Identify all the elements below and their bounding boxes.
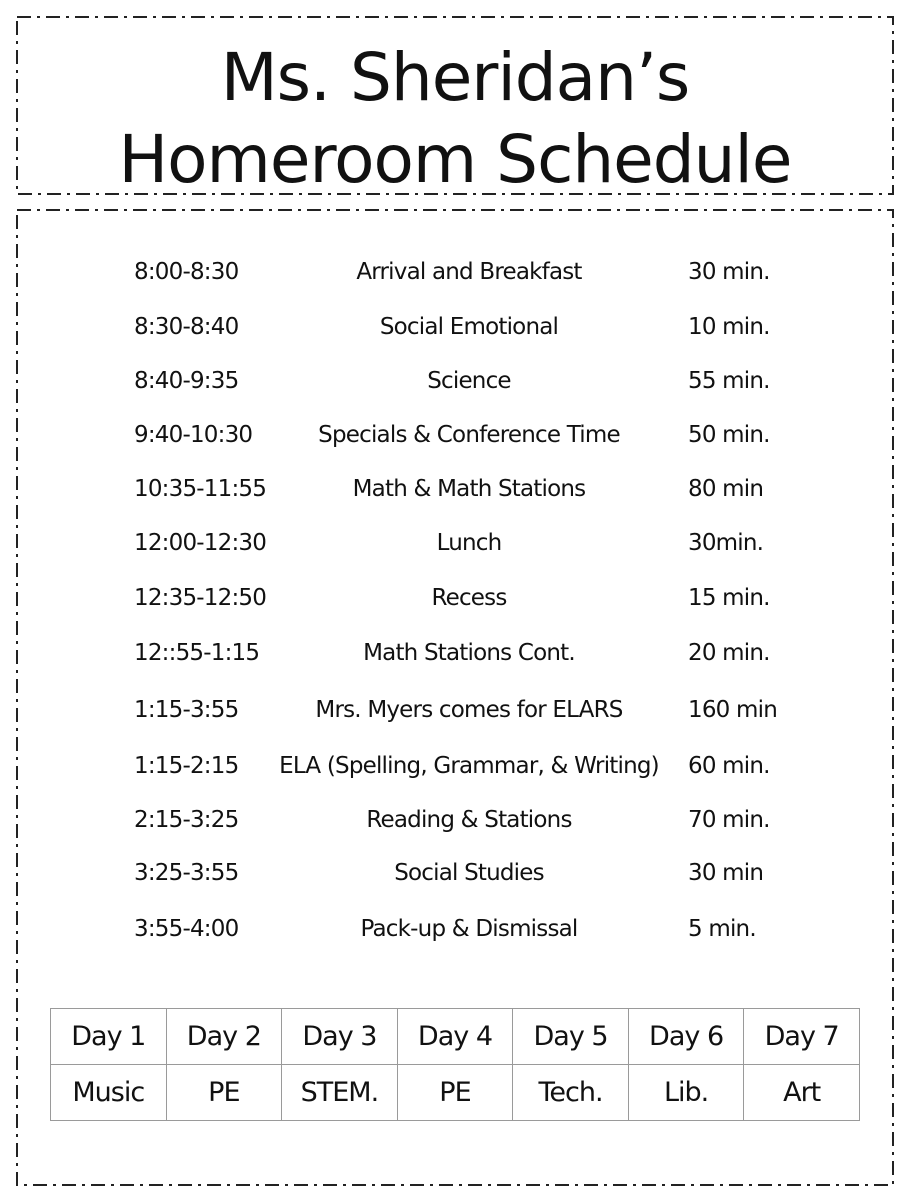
- schedule-time: 12::55-1:15: [134, 640, 260, 666]
- rotation-special-cell: Art: [744, 1065, 860, 1121]
- rotation-special-cell: Music: [51, 1065, 167, 1121]
- schedule-duration: 70 min.: [688, 807, 770, 833]
- rotation-day-cell: Day 2: [166, 1009, 282, 1065]
- rotation-specials-row: [51, 1065, 860, 1121]
- schedule-row: [0, 523, 911, 563]
- schedule-time: 8:40-9:35: [134, 368, 239, 394]
- rotation-day-cell: Day 3: [282, 1009, 398, 1065]
- schedule-row: [0, 469, 911, 509]
- schedule-duration: 30 min.: [688, 259, 770, 285]
- schedule-time: 8:00-8:30: [134, 259, 239, 285]
- schedule-time: 12:00-12:30: [134, 530, 267, 556]
- schedule-row: [0, 361, 911, 401]
- schedule-duration: 80 min: [688, 476, 764, 502]
- schedule-duration: 15 min.: [688, 585, 770, 611]
- schedule-activity: Lunch: [436, 530, 502, 556]
- rotation-day-cell: Day 5: [513, 1009, 629, 1065]
- specials-rotation-table: [50, 1008, 860, 1121]
- schedule-time: 8:30-8:40: [134, 314, 239, 340]
- rotation-days-row: [51, 1009, 860, 1065]
- schedule-row: [0, 252, 911, 292]
- rotation-special-cell: PE: [397, 1065, 513, 1121]
- schedule-duration: 60 min.: [688, 753, 770, 779]
- schedule-activity: Mrs. Myers comes for ELARS: [315, 697, 623, 723]
- schedule-duration: 55 min.: [688, 368, 770, 394]
- schedule-activity: Pack-up & Dismissal: [360, 916, 578, 942]
- page-title-line-1: Ms. Sheridan’s: [220, 39, 690, 116]
- schedule-duration: 50 min.: [688, 422, 770, 448]
- rotation-special-cell: Lib.: [628, 1065, 744, 1121]
- schedule-activity: Reading & Stations: [366, 807, 572, 833]
- rotation-special-cell: PE: [166, 1065, 282, 1121]
- schedule-time: 2:15-3:25: [134, 807, 239, 833]
- schedule-duration: 5 min.: [688, 916, 756, 942]
- rotation-day-cell: Day 6: [628, 1009, 744, 1065]
- schedule-duration: 30min.: [688, 530, 764, 556]
- schedule-row: [0, 800, 911, 840]
- schedule-time: 10:35-11:55: [134, 476, 267, 502]
- schedule-row: [0, 746, 911, 786]
- schedule-row: [0, 307, 911, 347]
- schedule-row: [0, 853, 911, 893]
- rotation-day-cell: Day 4: [397, 1009, 513, 1065]
- schedule-activity: Recess: [431, 585, 507, 611]
- schedule-activity: Arrival and Breakfast: [356, 259, 582, 285]
- schedule-activity: Social Emotional: [379, 314, 559, 340]
- rotation-special-cell: Tech.: [513, 1065, 629, 1121]
- rotation-special-cell: STEM.: [282, 1065, 398, 1121]
- schedule-duration: 160 min: [688, 697, 777, 723]
- schedule-row: [0, 633, 911, 673]
- schedule-row: [0, 415, 911, 455]
- schedule-activity: Social Studies: [394, 860, 544, 886]
- schedule-time: 12:35-12:50: [134, 585, 267, 611]
- schedule-activity: Math & Math Stations: [352, 476, 586, 502]
- schedule-duration: 30 min: [688, 860, 764, 886]
- schedule-time: 1:15-3:55: [134, 697, 239, 723]
- schedule-row: [0, 690, 911, 730]
- rotation-day-cell: Day 1: [51, 1009, 167, 1065]
- schedule-activity: Science: [427, 368, 511, 394]
- schedule-duration: 10 min.: [688, 314, 770, 340]
- schedule-time: 3:55-4:00: [134, 916, 239, 942]
- schedule-row: [0, 909, 911, 949]
- schedule-row: [0, 578, 911, 618]
- rotation-day-cell: Day 7: [744, 1009, 860, 1065]
- schedule-activity: Specials & Conference Time: [318, 422, 620, 448]
- schedule-time: 3:25-3:55: [134, 860, 239, 886]
- schedule-time: 1:15-2:15: [134, 753, 239, 779]
- schedule-activity: ELA (Spelling, Grammar, & Writing): [279, 753, 659, 779]
- schedule-time: 9:40-10:30: [134, 422, 253, 448]
- schedule-activity: Math Stations Cont.: [363, 640, 575, 666]
- schedule-duration: 20 min.: [688, 640, 770, 666]
- page-title-line-2: Homeroom Schedule: [118, 121, 792, 198]
